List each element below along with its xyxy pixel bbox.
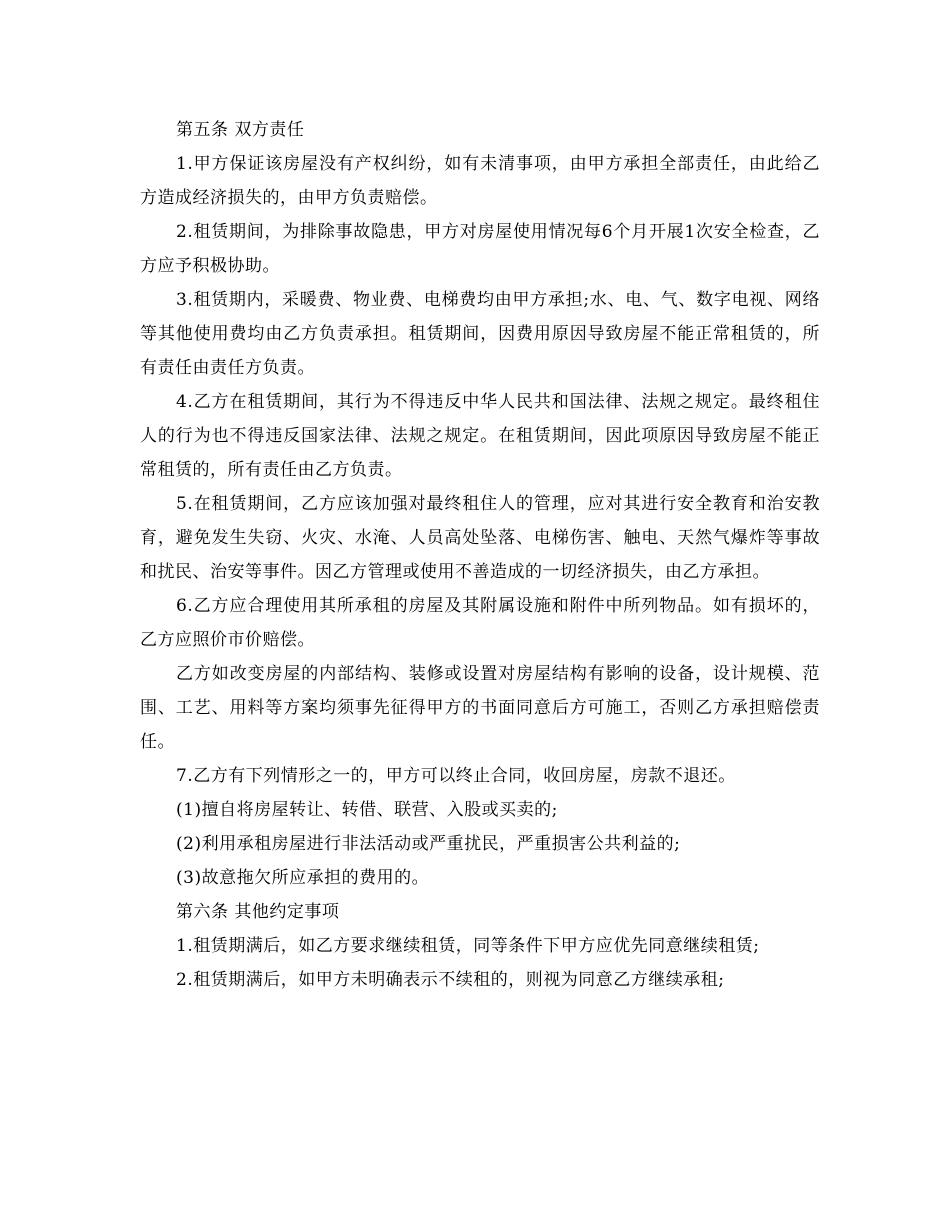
- section-6-heading: 第六条 其他约定事项: [176, 902, 340, 922]
- section-6-item-1: 1.租赁期满后，如乙方要求继续租赁，同等条件下甲方应优先同意继续租赁;: [176, 936, 760, 956]
- section-5-item-7-sub-2: (2)利用承租房屋进行非法活动或严重扰民，严重损害公共利益的;: [176, 834, 681, 854]
- section-5-heading: 第五条 双方责任: [176, 120, 305, 140]
- document-body: [140, 113, 820, 997]
- section-5-item-5: 5.在租赁期间，乙方应该加强对最终租住人的管理，应对其进行安全教育和治安教育，避免发生失窃、火灾、水淹、人员高处坠落、电梯伤害、触电、天然气爆炸等事故和扰民、治安等事件。因乙方管理或使用不善造成的一切经济损失，由乙方承担。: [140, 494, 820, 582]
- section-6-item-2: 2.租赁期满后，如甲方未明确表示不续租的，则视为同意乙方继续承租;: [176, 970, 725, 990]
- section-5-item-7: 7.乙方有下列情形之一的，甲方可以终止合同，收回房屋，房款不退还。: [176, 766, 736, 786]
- section-5-item-3: 3.租赁期内，采暖费、物业费、电梯费均由甲方承担;水、电、气、数字电视、网络等其他使用费均由乙方负责承担。租赁期间，因费用原因导致房屋不能正常租赁的，所有责任由责任方负责。: [140, 290, 820, 378]
- section-5-item-2: 2.租赁期间，为排除事故隐患，甲方对房屋使用情况每6个月开展1次安全检查，乙方应予积极协助。: [140, 222, 820, 276]
- section-5-item-6-note: 乙方如改变房屋的内部结构、装修或设置对房屋结构有影响的设备，设计规模、范围、工艺、用料等方案均须事先征得甲方的书面同意后方可施工，否则乙方承担赔偿责任。: [140, 664, 820, 752]
- section-5-item-4: 4.乙方在租赁期间，其行为不得违反中华人民共和国法律、法规之规定。最终租住人的行为也不得违反国家法律、法规之规定。在租赁期间，因此项原因导致房屋不能正常租赁的，所有责任由乙方负责。: [140, 392, 820, 480]
- section-5-item-7-sub-3: (3)故意拖欠所应承担的费用的。: [176, 868, 430, 888]
- section-5-item-7-sub-1: (1)擅自将房屋转让、转借、联营、入股或买卖的;: [176, 800, 558, 820]
- section-5-item-1: 1.甲方保证该房屋没有产权纠纷，如有未清事项，由甲方承担全部责任，由此给乙方造成经济损失的，由甲方负责赔偿。: [140, 154, 820, 208]
- section-5-item-6: 6.乙方应合理使用其所承租的房屋及其附属设施和附件中所列物品。如有损坏的，乙方应照价市价赔偿。: [140, 596, 820, 650]
